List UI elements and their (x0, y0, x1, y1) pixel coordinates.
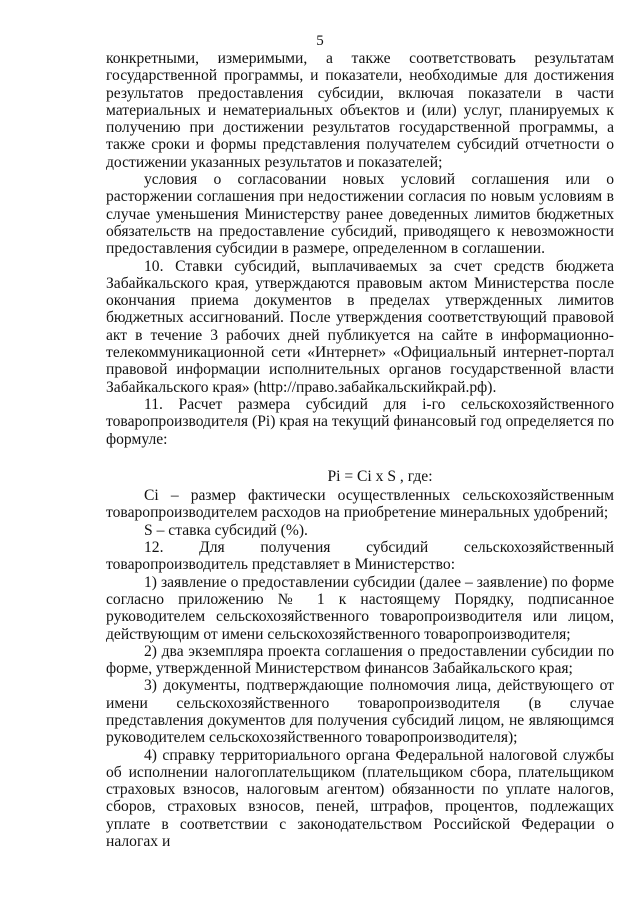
list-item-1: 1) заявление о предоставлении субсидии (далее – заявление) по форме согласно приложению № 1 к настоящему Порядку, подписанное руководителем сельскохозяйственного товаропроизводителя или лицом, действующим от имени сельскохозяйственного товаропроизводителя; (106, 573, 614, 643)
formula: Pi = Ci x S , где: (327, 467, 433, 485)
definition-ci: Ci – размер фактически осуществленных сельскохозяйственным товаропроизводителем расходов на приобретение минеральных удобрений; (106, 487, 614, 522)
list-item-3: 3) документы, подтверждающие полномочия лица, действующего от имени сельскохозяйственного товаропроизводителя (в случае представления документов для получения субсидий лицом, не являющимся руководителем сельскохозяйственного товаропроизводителя); (106, 677, 614, 747)
paragraph-continuation: конкретными, измеримыми, а также соответствовать результатам государственной программы, и показатели, необходимые для достижения результатов предоставления субсидии, включая показатели в части материальных и нематериальных объектов и (или) услуг, планируемых к получению при достижении результатов государственной программы, а также сроки и формы представления получателем субсидий отчетности о достижении указанных результатов и показателей; (106, 50, 614, 171)
list-item-2: 2) два экземпляра проекта соглашения о предоставлении субсидии по форме, утвержденной Министерством финансов Забайкальского края; (106, 642, 614, 678)
document-body (106, 50, 614, 850)
paragraph-11-calculation: 11. Расчет размера субсидий для i-го сельскохозяйственного товаропроизводителя (Pi) края на текущий финансовый год определяется по формуле: (106, 395, 614, 448)
paragraph-12-intro: 12. Для получения субсидий сельскохозяйственный товаропроизводитель представляет в Министерство: (106, 539, 614, 574)
page-number: 5 (316, 33, 324, 49)
paragraph-agreement-conditions: условия о согласовании новых условий соглашения или о расторжении соглашения при недостижении согласия по новым условиям в случае уменьшения Министерству ранее доведенных лимитов бюджетных обязательств на предоставление субсидий, приводящего к невозможности предоставления субсидии в размере, определенном в соглашении. (106, 171, 614, 258)
paragraph-10-subsidy-rates: 10. Ставки субсидий, выплачиваемых за счет средств бюджета Забайкальского края, утверждаются правовым актом Министерства после окончания приема документов в пределах утвержденных лимитов бюджетных ассигнований. После утверждения соответствующий правовой акт в течение 3 рабочих дней публикуется на сайте в информационно-телекоммуникационной сети «Интернет» «Официальный интернет-портал правовой информации исполнительных органов государственной власти Забайкальского края» (http://право.забайкальскийкрай.рф). (106, 257, 614, 396)
definition-s: S – ставка субсидий (%). (144, 521, 308, 539)
list-item-4: 4) справку территориального органа Федеральной налоговой службы об исполнении налогоплательщиком (плательщиком сбора, плательщиком страховых взносов, налоговым агентом) обязанности по уплате налогов, сборов, страховых взносов, пеней, штрафов, процентов, подлежащих уплате в соответствии с законодательством Российской Федерации о налогах и (106, 746, 614, 851)
